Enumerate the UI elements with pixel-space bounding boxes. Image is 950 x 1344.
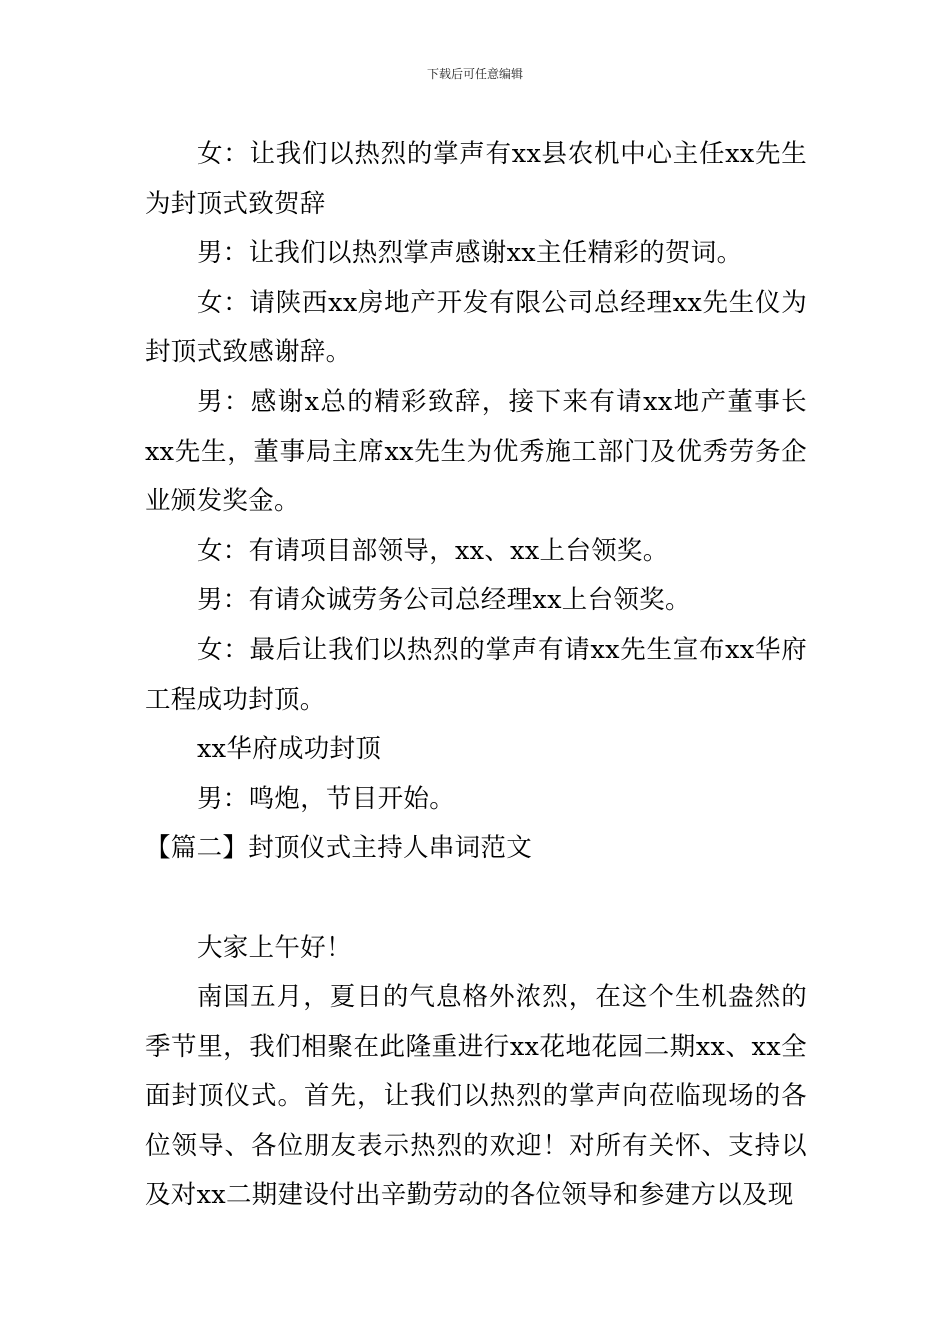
paragraph: 男：感谢x总的精彩致辞，接下来有请xx地产董事长xx先生，董事局主席xx先生为优秀施工部门及优秀劳务企业颁发奖金。 [145,386,807,517]
paragraph: 男：鸣炮，节目开始。 [197,783,456,814]
paragraph: 南国五月，夏日的气息格外浓烈，在这个生机盎然的季节里，我们相聚在此隆重进行xx花地花园二期xx、xx全面封顶仪式。首先，让我们以热烈的掌声向莅临现场的各位领导、各位朋友表示热烈的欢迎！对所有关怀、支持以及对xx二期建设付出辛勤劳动的各位领导和参建方以及现 [145,982,807,1211]
paragraph: 女：请陕西xx房地产开发有限公司总经理xx先生仪为封顶式致感谢辞。 [145,287,807,368]
paragraph: 大家上午好！ [197,932,352,963]
document-body [145,130,807,1221]
page-header: 下载后可任意编辑 [426,67,523,81]
paragraph: 女：最后让我们以热烈的掌声有请xx先生宣布xx华府工程成功封顶。 [145,634,807,715]
paragraph: 女：让我们以热烈的掌声有xx县农机中心主任xx先生为封顶式致贺辞 [145,139,807,219]
paragraph: 男：让我们以热烈掌声感谢xx主任精彩的贺词。 [197,238,743,269]
paragraph: 男：有请众诚劳务公司总经理xx上台领奖。 [197,585,691,616]
blank-line [145,874,807,924]
paragraph: 女：有请项目部领导，xx、xx上台领奖。 [197,535,669,566]
section-heading: 【篇二】封顶仪式主持人串词范文 [145,833,533,864]
paragraph: xx华府成功封顶 [197,734,382,765]
